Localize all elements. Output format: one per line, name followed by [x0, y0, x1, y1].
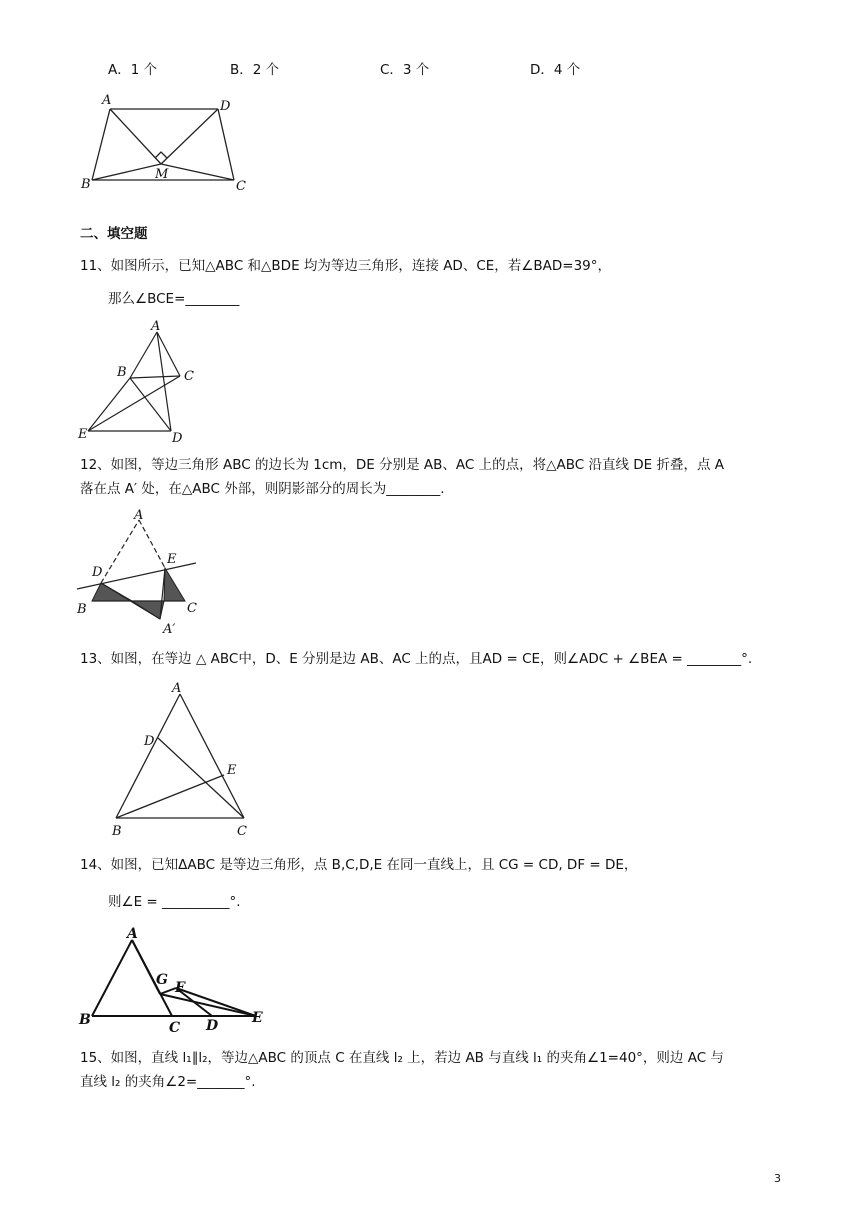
fig11-label: E	[78, 427, 88, 442]
page-number: 3	[774, 1172, 781, 1185]
figure-q13	[106, 680, 256, 840]
option-a: A．1 个	[108, 62, 158, 78]
option-b: B．2 个	[230, 62, 280, 78]
fig14-label: B	[79, 1012, 91, 1028]
fig11-label: D	[172, 431, 183, 446]
fig14-label: G	[156, 972, 168, 988]
q14-answer-line: 则∠E = __________°.	[108, 894, 241, 910]
fig14-label: C	[169, 1020, 181, 1036]
fig10-label: C	[236, 179, 246, 194]
q14-text: 14、如图，已知ΔABC 是等边三角形，点 B,C,D,E 在同一直线上，且 CG = CD, DF = DE，	[80, 857, 638, 873]
q15-text: 15、如图，直线 l₁∥l₂，等边△ABC 的顶点 C 在直线 l₂ 上，若边 AB 与直线 l₁ 的夹角∠1=40°，则边 AC 与	[80, 1050, 724, 1066]
q11-answer-line: 那么∠BCE=________	[108, 291, 240, 307]
q12-text-line2: 落在点 A′ 处，在△ABC 外部，则阴影部分的周长为________.	[80, 481, 445, 497]
q13-text: 13、如图，在等边 △ ABC中，D、E 分别是边 AB、AC 上的点，且AD = CE，则∠ADC + ∠BEA = ________°.	[80, 651, 753, 667]
fig12-label: A	[134, 508, 144, 523]
figure-q12	[74, 505, 209, 640]
fig12-label: D	[92, 565, 103, 580]
figure-trapezoid	[78, 92, 258, 197]
fig11-label: A	[151, 319, 161, 334]
fig12-label: B	[77, 602, 87, 617]
fig12-label: C	[187, 601, 197, 616]
fig14-label: E	[252, 1010, 263, 1026]
option-c: C．3 个	[380, 62, 430, 78]
fig11-label: B	[117, 365, 127, 380]
fig13-label: C	[237, 824, 247, 839]
q11-text: 11、如图所示，已知△ABC 和△BDE 均为等边三角形，连接 AD、CE，若∠BAD=39°，	[80, 258, 612, 274]
fig10-label: D	[220, 99, 231, 114]
fig13-label: E	[227, 763, 237, 778]
figure-q14	[76, 922, 276, 1037]
fig13-label: B	[112, 824, 122, 839]
section-title: 二、填空题	[80, 226, 148, 242]
fig12-label: E	[167, 552, 177, 567]
fig14-label: A	[127, 926, 138, 942]
fig10-label: B	[81, 177, 91, 192]
fig14-label: F	[175, 980, 185, 996]
fig11-label: C	[184, 369, 194, 384]
option-d: D．4 个	[530, 62, 581, 78]
figure-q11	[76, 318, 206, 448]
fig10-label: A	[102, 93, 112, 108]
fig14-label: D	[206, 1018, 219, 1034]
q15-text-line2: 直线 l₂ 的夹角∠2=_______°.	[80, 1074, 256, 1090]
fig13-label: A	[172, 681, 182, 696]
fig13-label: D	[144, 734, 155, 749]
fig10-label: M	[155, 167, 169, 182]
fig12-label: A′	[163, 622, 176, 637]
q12-text: 12、如图，等边三角形 ABC 的边长为 1cm，DE 分别是 AB、AC 上的点，将△ABC 沿直线 DE 折叠，点 A	[80, 457, 725, 473]
